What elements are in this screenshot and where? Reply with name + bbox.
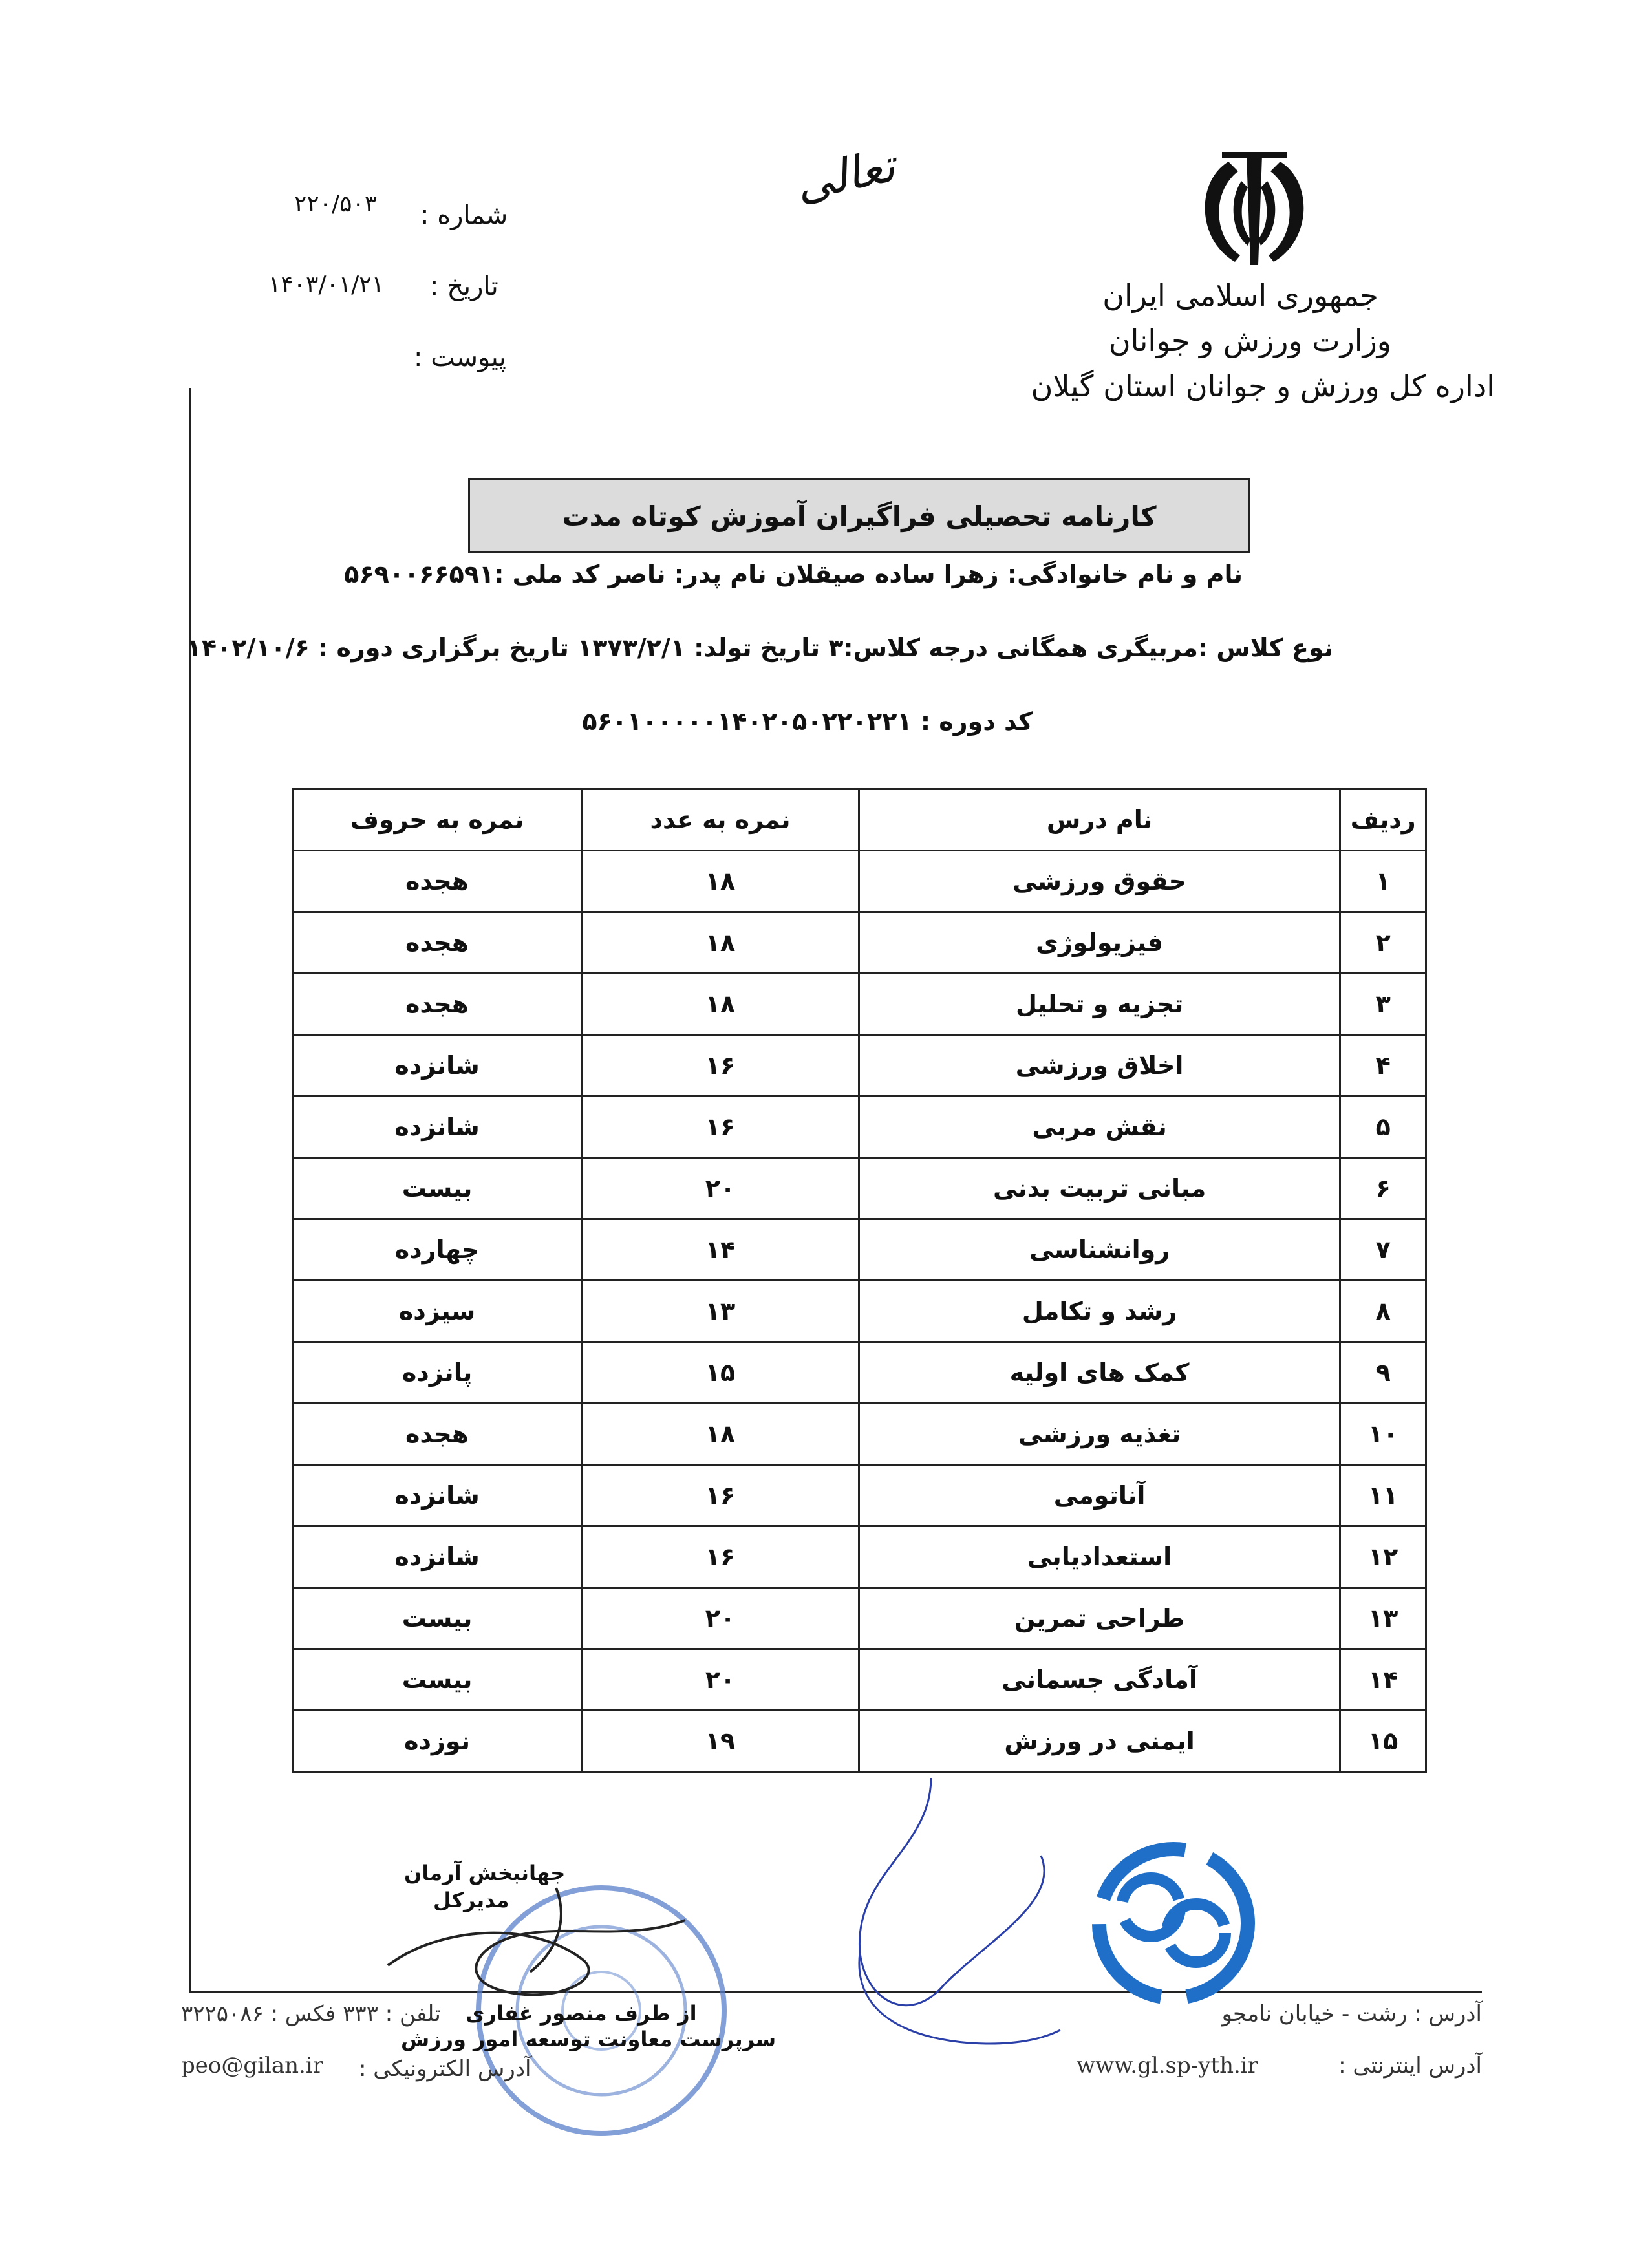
student-info-line-1: نام و نام خانوادگی: زهرا ساده صیقلان نام پدر: ناصر کد ملی :۵۶۹۰۰۶۶۵۹۱ [344,560,1243,588]
table-row [293,1158,1426,1219]
row-number: ۱۲ [1340,1526,1426,1588]
row-number: ۱۴ [1340,1649,1426,1711]
number-value: ۲۲۰/۵۰۳ [294,191,378,217]
course-name: فیزیولوژی [859,912,1340,974]
grade-words: بیست [293,1158,582,1219]
date-label: تاریخ : [430,272,498,301]
table-header-row [293,789,1426,851]
student-info-line-2: نوع کلاس :مربیگری همگانی درجه کلاس:۳ تاریخ تولد: ۱۳۷۳/۲/۱ تاریخ برگزاری دوره : ۱۴۰۲/۱۰/۶ [186,634,1333,662]
row-number: ۵ [1340,1097,1426,1158]
grade-number: ۲۰ [582,1588,859,1649]
grade-words: بیست [293,1588,582,1649]
header-row-number: ردیف [1340,789,1426,851]
table-row [293,1281,1426,1342]
grade-number: ۱۶ [582,1526,859,1588]
course-name: نقش مربی [859,1097,1340,1158]
header-grade-number: نمره به عدد [582,789,859,851]
number-label: شماره : [420,200,508,230]
row-number: ۳ [1340,974,1426,1035]
signatory-role: مدیرکل [433,1888,509,1912]
grade-number: ۲۰ [582,1649,859,1711]
page-title: کارنامه تحصیلی فراگیران آموزش کوتاه مدت [468,478,1250,553]
header-ministry: وزارت ورزش و جوانان [1108,323,1391,358]
deputy-text: سرپرست معاونت توسعه امور ورزش [401,2027,777,2051]
header-grade-words: نمره به حروف [293,789,582,851]
grade-number: ۱۵ [582,1342,859,1404]
header-course-name: نام درس [859,789,1340,851]
course-name: آمادگی جسمانی [859,1649,1340,1711]
table-row [293,1097,1426,1158]
signatory-name: جهانبخش آرمان [404,1861,566,1885]
table-row [293,1219,1426,1281]
grade-words: بیست [293,1649,582,1711]
header-republic: جمهوری اسلامی ایران [1102,278,1378,313]
grade-words: هجده [293,851,582,912]
table-row [293,1465,1426,1526]
row-number: ۷ [1340,1219,1426,1281]
table-row [293,1588,1426,1649]
table-row [293,1711,1426,1772]
row-number: ۱۱ [1340,1465,1426,1526]
table-row [293,974,1426,1035]
course-name: روانشناسی [859,1219,1340,1281]
table-row [293,1404,1426,1465]
row-number: ۱۳ [1340,1588,1426,1649]
row-number: ۲ [1340,912,1426,974]
row-number: ۱۰ [1340,1404,1426,1465]
grade-words: شانزده [293,1035,582,1097]
header-department: اداره کل ورزش و جوانان استان گیلان [1031,369,1495,403]
grade-number: ۱۹ [582,1711,859,1772]
footer-email-label: آدرس الکترونیکی : [359,2056,531,2082]
date-value: ۱۴۰۳/۰۱/۲۱ [268,272,384,298]
on-behalf-text: از طرف منصور غفاری [466,2001,697,2026]
grade-number: ۱۸ [582,1404,859,1465]
table-row [293,1342,1426,1404]
row-number: ۸ [1340,1281,1426,1342]
grade-words: هجده [293,1404,582,1465]
left-border-line [189,388,191,1991]
row-number: ۴ [1340,1035,1426,1097]
handwritten-mark: تعالی [791,138,900,212]
grade-words: شانزده [293,1465,582,1526]
course-name: استعدادیابی [859,1526,1340,1588]
footer-phone: تلفن : ۳۳۳ فکس : ۳۲۲۵۰۸۶ [181,2001,441,2027]
course-name: آناتومی [859,1465,1340,1526]
grade-number: ۱۳ [582,1281,859,1342]
course-name: رشد و تکامل [859,1281,1340,1342]
grade-words: هجده [293,974,582,1035]
grade-words: پانزده [293,1342,582,1404]
course-name: حقوق ورزشی [859,851,1340,912]
grade-words: شانزده [293,1526,582,1588]
grade-number: ۱۶ [582,1097,859,1158]
row-number: ۹ [1340,1342,1426,1404]
grade-words: هجده [293,912,582,974]
grade-number: ۱۸ [582,974,859,1035]
course-name: مبانی تربیت بدنی [859,1158,1340,1219]
pen-stroke-icon [828,1771,1073,2062]
grade-number: ۱۶ [582,1465,859,1526]
footer-website: www.gl.sp-yth.ir [1077,2053,1258,2079]
course-name: تجزیه و تحلیل [859,974,1340,1035]
course-name: ایمنی در ورزش [859,1711,1340,1772]
course-code: کد دوره : ۵۶۰۱۰۰۰۰۰۱۴۰۲۰۵۰۲۲۰۲۲۱ [582,707,1033,736]
grade-number: ۱۸ [582,851,859,912]
grade-words: چهارده [293,1219,582,1281]
grade-words: شانزده [293,1097,582,1158]
table-row [293,851,1426,912]
sports-logo-icon [1086,1836,1261,2011]
footer-website-label: آدرس اینترنتی : [1338,2053,1482,2079]
row-number: ۱ [1340,851,1426,912]
table-row [293,1649,1426,1711]
table-row [293,1035,1426,1097]
table-row [293,912,1426,974]
course-name: اخلاق ورزشی [859,1035,1340,1097]
grade-words: نوزده [293,1711,582,1772]
grades-table [292,788,1427,1773]
course-name: تغذیه ورزشی [859,1404,1340,1465]
attachment-label: پیوست : [414,343,506,372]
footer-address: آدرس : رشت - خیابان نامجو [1221,2001,1482,2027]
grade-number: ۲۰ [582,1158,859,1219]
course-name: کمک های اولیه [859,1342,1340,1404]
table-row [293,1526,1426,1588]
iran-emblem-icon [1183,142,1325,278]
course-name: طراحی تمرین [859,1588,1340,1649]
grade-words: سیزده [293,1281,582,1342]
grade-number: ۱۸ [582,912,859,974]
grade-number: ۱۶ [582,1035,859,1097]
grade-number: ۱۴ [582,1219,859,1281]
row-number: ۶ [1340,1158,1426,1219]
footer-email: peo@gilan.ir [181,2053,323,2079]
row-number: ۱۵ [1340,1711,1426,1772]
